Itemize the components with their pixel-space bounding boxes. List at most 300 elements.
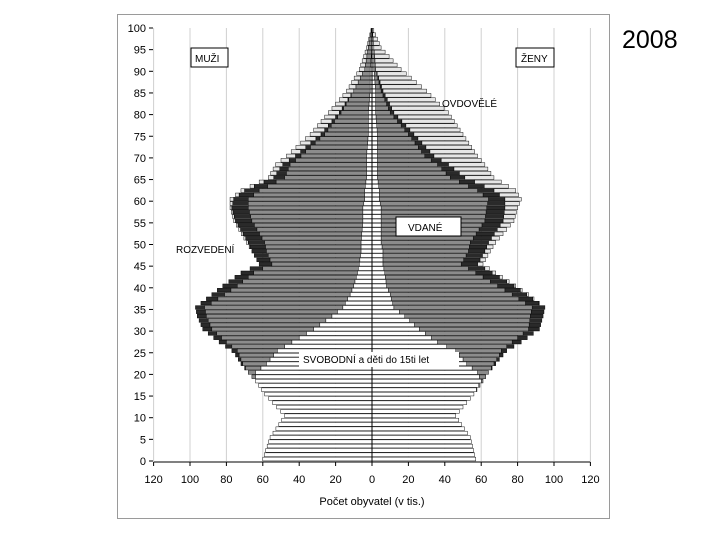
female-single-bar-age-82 [372, 102, 376, 106]
y-tick-label-5: 5 [139, 434, 146, 447]
male-married-bar-age-33 [206, 314, 332, 318]
female-single-bar-age-2 [372, 449, 474, 453]
female-widowed-bar-age-92 [375, 59, 393, 63]
male-divorced-bar-age-75 [321, 132, 325, 136]
male-single-bar-age-76 [368, 128, 372, 132]
male-divorced-bar-age-74 [316, 137, 320, 141]
female-widowed-bar-age-77 [406, 124, 457, 128]
male-single-bar-age-17 [259, 384, 372, 388]
male-married-bar-age-50 [265, 241, 361, 245]
female-single-bar-age-30 [372, 327, 419, 331]
male-married-bar-age-46 [270, 258, 360, 262]
male-married-bar-age-82 [346, 102, 369, 106]
female-single-bar-age-56 [372, 215, 381, 219]
female-married-bar-age-42 [385, 275, 483, 279]
male-single-bar-age-75 [368, 132, 372, 136]
female-single-bar-age-9 [372, 418, 459, 422]
male-widowed-bar-age-54 [236, 223, 238, 227]
male-single-bar-age-19 [256, 375, 372, 379]
male-widowed-bar-age-75 [310, 132, 321, 136]
female-divorced-bar-age-34 [531, 310, 544, 314]
x-tick-label-1: 100 [180, 474, 200, 486]
female-single-bar-age-43 [372, 271, 385, 275]
female-widowed-bar-age-97 [373, 37, 377, 41]
male-single-bar-age-11 [281, 410, 372, 414]
female-married-bar-age-28 [431, 336, 517, 340]
male-single-bar-age-48 [361, 249, 372, 253]
female-widowed-bar-age-51 [491, 236, 499, 240]
female-divorced-bar-age-73 [415, 141, 422, 145]
female-divorced-bar-age-58 [487, 206, 505, 210]
male-married-bar-age-41 [243, 280, 355, 284]
male-married-bar-age-59 [248, 202, 364, 206]
male-single-bar-age-37 [348, 297, 372, 301]
female-widowed-bar-age-82 [389, 102, 439, 106]
female-married-bar-age-88 [375, 76, 378, 80]
male-married-bar-age-27 [226, 340, 292, 344]
male-single-bar-age-35 [343, 306, 372, 310]
male-married-bar-age-86 [356, 85, 370, 89]
y-tick-label-55: 55 [133, 217, 146, 230]
female-divorced-bar-age-26 [507, 345, 514, 349]
female-married-bar-age-85 [376, 89, 381, 93]
male-single-bar-age-47 [360, 254, 372, 258]
female-married-bar-age-70 [377, 154, 424, 158]
male-widowed-bar-age-85 [347, 89, 354, 93]
male-married-bar-age-93 [367, 54, 371, 58]
female-widowed-bar-age-41 [507, 280, 509, 284]
y-tick-label-50: 50 [133, 239, 146, 252]
male-divorced-bar-age-55 [236, 219, 252, 223]
female-married-bar-age-89 [374, 72, 377, 76]
male-widowed-bar-age-64 [259, 180, 264, 184]
female-single-bar-age-16 [372, 388, 476, 392]
female-single-bar-age-14 [372, 397, 470, 401]
male-divorced-bar-age-29 [208, 332, 216, 336]
male-married-bar-age-75 [325, 132, 369, 136]
divorced-label: ROZVEDENÍ [176, 245, 235, 256]
male-single-bar-age-44 [358, 267, 372, 271]
male-widowed-bar-age-83 [339, 98, 348, 102]
female-married-bar-age-41 [386, 280, 490, 284]
male-married-bar-age-62 [259, 189, 365, 193]
male-married-bar-age-20 [248, 371, 255, 375]
married-label: VDANÉ [408, 223, 443, 234]
y-tick-label-65: 65 [133, 174, 146, 187]
male-divorced-bar-age-34 [196, 310, 205, 314]
female-single-bar-age-69 [372, 158, 377, 162]
male-married-bar-age-85 [354, 89, 370, 93]
female-divorced-bar-age-79 [394, 115, 398, 119]
male-married-bar-age-70 [301, 154, 367, 158]
female-divorced-bar-age-39 [505, 288, 520, 292]
bars-group [195, 29, 544, 461]
male-single-bar-age-38 [350, 293, 372, 297]
x-axis-title: Počet obyvatel (v tis.) [319, 496, 425, 508]
male-widowed-bar-age-78 [321, 119, 332, 123]
male-divorced-bar-age-80 [339, 111, 341, 115]
female-single-bar-age-4 [372, 440, 471, 444]
male-married-bar-age-65 [285, 176, 367, 180]
male-divorced-bar-age-43 [241, 271, 254, 275]
female-single-bar-age-71 [372, 150, 377, 154]
female-single-bar-age-50 [372, 241, 381, 245]
female-married-bar-age-86 [375, 85, 380, 89]
female-married-bar-age-49 [382, 245, 469, 249]
male-widowed-bar-age-50 [246, 241, 248, 245]
female-widowed-bar-age-55 [503, 219, 514, 223]
male-divorced-bar-age-66 [277, 171, 287, 175]
female-divorced-bar-age-77 [401, 124, 406, 128]
female-single-bar-age-79 [372, 115, 376, 119]
male-single-bar-age-67 [367, 167, 372, 171]
male-single-bar-age-6 [273, 431, 372, 435]
female-widowed-bar-age-64 [475, 180, 502, 184]
male-divorced-bar-age-77 [328, 124, 331, 128]
male-single-bar-age-57 [363, 210, 372, 214]
female-divorced-bar-age-63 [468, 184, 484, 188]
male-divorced-bar-age-40 [223, 284, 238, 288]
female-single-bar-age-48 [372, 249, 383, 253]
male-divorced-bar-age-36 [201, 301, 211, 305]
male-married-bar-age-77 [331, 124, 368, 128]
female-married-bar-age-65 [377, 176, 450, 180]
male-divorced-bar-age-54 [238, 223, 254, 227]
female-married-bar-age-87 [375, 80, 379, 84]
male-married-bar-age-31 [210, 323, 320, 327]
female-single-bar-age-68 [372, 163, 377, 167]
female-widowed-bar-age-83 [387, 98, 435, 102]
male-single-bar-age-18 [256, 379, 372, 383]
male-married-bar-age-48 [266, 249, 361, 253]
female-divorced-bar-age-44 [468, 267, 484, 271]
female-married-bar-age-34 [399, 310, 531, 314]
female-single-bar-age-67 [372, 167, 377, 171]
male-married-bar-age-74 [320, 137, 368, 141]
male-widowed-bar-age-92 [362, 59, 366, 63]
male-single-bar-age-41 [355, 280, 372, 284]
male-widowed-bar-age-91 [361, 63, 366, 67]
y-tick-label-15: 15 [133, 391, 146, 404]
female-widowed-bar-age-62 [494, 189, 516, 193]
female-single-bar-age-39 [372, 288, 388, 292]
female-married-bar-age-71 [377, 150, 421, 154]
female-widowed-bar-age-84 [385, 93, 431, 97]
female-divorced-bar-age-29 [523, 332, 533, 336]
female-married-bar-age-32 [410, 319, 530, 323]
male-divorced-bar-age-67 [280, 167, 288, 171]
female-single-bar-age-61 [372, 193, 379, 197]
female-divorced-bar-age-28 [518, 336, 528, 340]
female-married-bar-age-76 [377, 128, 405, 132]
male-divorced-bar-age-53 [241, 228, 257, 232]
female-married-bar-age-37 [391, 297, 518, 301]
female-married-bar-age-44 [384, 267, 469, 271]
male-married-bar-age-89 [363, 72, 371, 76]
male-married-bar-age-76 [328, 128, 368, 132]
y-tick-label-30: 30 [133, 326, 146, 339]
male-divorced-bar-age-49 [250, 245, 265, 249]
female-widowed-bar-age-58 [505, 206, 518, 210]
female-married-bar-age-50 [381, 241, 470, 245]
female-widowed-bar-age-79 [398, 115, 452, 119]
female-divorced-bar-age-52 [476, 232, 494, 236]
male-married-bar-age-68 [290, 163, 366, 167]
female-single-bar-age-84 [372, 93, 376, 97]
male-married-bar-age-91 [365, 63, 370, 67]
female-widowed-bar-age-46 [480, 258, 485, 262]
female-divorced-bar-age-84 [383, 93, 385, 97]
male-widowed-bar-age-53 [239, 228, 241, 232]
x-tick-label-0: 120 [144, 474, 163, 486]
female-married-bar-age-57 [381, 210, 486, 214]
female-divorced-bar-age-82 [387, 102, 390, 106]
female-single-bar-age-7 [372, 427, 464, 431]
female-divorced-bar-age-53 [479, 228, 497, 232]
male-widowed-bar-age-61 [236, 193, 240, 197]
male-divorced-bar-age-22 [241, 362, 243, 366]
female-single-bar-age-38 [372, 293, 390, 297]
female-married-bar-age-80 [376, 111, 391, 115]
male-widowed-bar-age-76 [314, 128, 325, 132]
male-married-bar-age-72 [310, 145, 367, 149]
female-widowed-bar-age-89 [377, 72, 406, 76]
male-married-bar-age-35 [205, 306, 343, 310]
female-divorced-bar-age-49 [469, 245, 486, 249]
female-widowed-bar-age-53 [497, 228, 506, 232]
male-married-bar-age-38 [225, 293, 351, 297]
female-married-bar-age-19 [479, 375, 485, 379]
male-married-bar-age-73 [315, 141, 367, 145]
female-married-bar-age-77 [377, 124, 401, 128]
female-divorced-bar-age-31 [529, 323, 541, 327]
male-widowed-bar-age-66 [271, 171, 277, 175]
female-widowed-bar-age-98 [373, 33, 376, 37]
male-label: MUŽI [195, 54, 220, 65]
male-divorced-bar-age-44 [250, 267, 263, 271]
male-single-bar-age-20 [256, 371, 372, 375]
female-widowed-bar-age-40 [514, 284, 516, 288]
female-divorced-bar-age-76 [405, 128, 410, 132]
male-married-bar-age-23 [241, 358, 270, 362]
female-married-bar-age-20 [478, 371, 489, 375]
female-single-bar-age-85 [372, 89, 376, 93]
female-divorced-bar-age-30 [529, 327, 540, 331]
male-widowed-bar-age-84 [343, 93, 351, 97]
male-widowed-bar-age-67 [273, 167, 280, 171]
male-divorced-bar-age-78 [332, 119, 335, 123]
female-widowed-bar-age-43 [492, 271, 496, 275]
male-married-bar-age-58 [248, 206, 363, 210]
female-single-bar-age-3 [372, 444, 472, 448]
female-single-bar-age-66 [372, 171, 377, 175]
female-single-bar-age-57 [372, 210, 381, 214]
male-single-bar-age-15 [265, 392, 372, 396]
male-divorced-bar-age-42 [235, 275, 248, 279]
female-divorced-bar-age-66 [446, 171, 459, 175]
female-divorced-bar-age-42 [483, 275, 499, 279]
female-single-bar-age-51 [372, 236, 381, 240]
female-married-bar-age-72 [377, 145, 418, 149]
male-single-bar-age-64 [366, 180, 372, 184]
male-single-bar-age-7 [276, 427, 372, 431]
male-single-bar-age-73 [368, 141, 372, 145]
male-single-bar-age-36 [345, 301, 372, 305]
female-widowed-bar-age-74 [418, 137, 466, 141]
male-divorced-bar-age-41 [229, 280, 243, 284]
male-single-bar-age-5 [270, 436, 372, 440]
male-married-bar-age-92 [366, 59, 371, 63]
male-divorced-bar-age-65 [274, 176, 285, 180]
male-single-bar-age-30 [314, 327, 372, 331]
y-tick-label-95: 95 [133, 44, 146, 57]
female-married-bar-age-79 [376, 115, 394, 119]
male-single-bar-age-2 [266, 449, 372, 453]
male-single-bar-age-39 [352, 288, 372, 292]
male-widowed-bar-age-93 [364, 54, 367, 58]
female-divorced-bar-age-50 [470, 241, 488, 245]
female-married-bar-age-48 [383, 249, 469, 253]
female-divorced-bar-age-72 [418, 145, 426, 149]
female-single-bar-age-31 [372, 323, 414, 327]
male-single-bar-age-32 [326, 319, 372, 323]
male-single-bar-age-79 [368, 115, 372, 119]
female-married-bar-age-75 [377, 132, 408, 136]
female-single-bar-age-36 [372, 301, 393, 305]
female-widowed-bar-age-94 [374, 50, 385, 54]
female-single-bar-age-62 [372, 189, 379, 193]
male-single-bar-age-43 [357, 271, 372, 275]
female-single-bar-age-13 [372, 401, 467, 405]
male-widowed-bar-age-58 [230, 206, 232, 210]
female-widowed-bar-age-93 [375, 54, 390, 58]
female-single-bar-age-76 [372, 128, 377, 132]
male-divorced-bar-age-26 [225, 345, 231, 349]
y-tick-label-70: 70 [133, 152, 146, 165]
female-divorced-bar-age-36 [525, 301, 538, 305]
male-single-bar-age-9 [282, 418, 372, 422]
male-widowed-bar-age-87 [352, 80, 359, 84]
male-single-bar-age-77 [368, 124, 372, 128]
y-tick-label-85: 85 [133, 87, 146, 100]
y-tick-label-90: 90 [133, 66, 146, 79]
female-divorced-bar-age-35 [532, 306, 545, 310]
female-married-bar-age-27 [438, 340, 513, 344]
male-widowed-bar-age-68 [276, 163, 283, 167]
female-divorced-bar-age-59 [488, 202, 505, 206]
female-divorced-bar-age-60 [488, 197, 504, 201]
female-single-bar-age-64 [372, 180, 378, 184]
male-divorced-bar-age-72 [306, 145, 311, 149]
male-divorced-bar-age-52 [243, 232, 259, 236]
male-single-bar-age-4 [269, 440, 372, 444]
female-divorced-bar-age-37 [519, 297, 533, 301]
male-married-bar-age-28 [222, 336, 300, 340]
female-married-bar-age-58 [381, 206, 487, 210]
female-single-bar-age-28 [372, 336, 431, 340]
female-married-bar-age-67 [377, 167, 441, 171]
female-widowed-bar-age-81 [392, 106, 444, 110]
female-married-bar-age-39 [388, 288, 504, 292]
male-divorced-bar-age-79 [336, 115, 338, 119]
female-divorced-bar-age-83 [385, 98, 388, 102]
male-single-bar-age-54 [363, 223, 372, 227]
female-single-bar-age-60 [372, 197, 379, 201]
male-single-bar-age-16 [262, 388, 372, 392]
male-widowed-bar-age-77 [317, 124, 328, 128]
male-divorced-bar-age-70 [296, 154, 301, 158]
male-married-bar-age-57 [249, 210, 362, 214]
male-married-bar-age-32 [208, 319, 326, 323]
male-widowed-bar-age-65 [268, 176, 273, 180]
male-single-bar-age-62 [365, 189, 372, 193]
male-married-bar-age-61 [254, 193, 365, 197]
male-single-bar-age-14 [269, 397, 372, 401]
x-tick-label-5: 20 [329, 474, 342, 486]
female-single-bar-age-49 [372, 245, 382, 249]
male-single-bar-age-55 [363, 219, 372, 223]
male-single-bar-age-8 [279, 423, 372, 427]
male-single-bar-age-28 [299, 336, 372, 340]
y-tick-label-0: 0 [139, 456, 146, 468]
female-divorced-bar-age-85 [381, 89, 383, 93]
female-divorced-bar-age-41 [490, 280, 506, 284]
female-single-bar-age-33 [372, 314, 405, 318]
male-widowed-bar-age-55 [234, 219, 236, 223]
female-label: ŽENY [521, 54, 548, 65]
female-divorced-bar-age-67 [442, 167, 454, 171]
male-single-bar-age-53 [362, 228, 372, 232]
female-single-bar-age-15 [372, 392, 474, 396]
female-single-bar-age-37 [372, 297, 391, 301]
male-widowed-bar-age-79 [325, 115, 336, 119]
female-married-bar-age-60 [379, 197, 488, 201]
male-widowed-bar-age-80 [328, 111, 339, 115]
male-married-bar-age-60 [248, 197, 364, 201]
female-widowed-bar-age-76 [410, 128, 460, 132]
male-single-bar-age-13 [273, 401, 372, 405]
female-single-bar-age-70 [372, 154, 377, 158]
female-single-bar-age-78 [372, 119, 376, 123]
female-single-bar-age-0 [372, 457, 476, 461]
male-married-bar-age-64 [276, 180, 366, 184]
female-widowed-bar-age-78 [402, 119, 454, 123]
female-widowed-bar-age-60 [505, 197, 521, 201]
female-single-bar-age-17 [372, 384, 479, 388]
female-married-bar-age-31 [414, 323, 529, 327]
female-divorced-bar-age-56 [485, 215, 503, 219]
female-divorced-bar-age-81 [388, 106, 391, 110]
female-single-bar-age-54 [372, 223, 381, 227]
male-married-bar-age-26 [232, 345, 285, 349]
female-widowed-bar-age-63 [484, 184, 508, 188]
male-married-bar-age-29 [217, 332, 307, 336]
female-divorced-bar-age-45 [461, 262, 477, 266]
female-married-bar-age-45 [383, 262, 461, 266]
male-married-bar-age-45 [272, 262, 359, 266]
male-divorced-bar-age-24 [236, 353, 240, 357]
female-divorced-bar-age-47 [466, 254, 482, 258]
x-tick-label-2: 80 [220, 474, 233, 486]
male-divorced-bar-age-32 [199, 319, 208, 323]
female-widowed-bar-age-80 [394, 111, 449, 115]
male-widowed-bar-age-90 [359, 67, 364, 71]
female-widowed-bar-age-39 [520, 288, 522, 292]
female-widowed-bar-age-42 [499, 275, 502, 279]
x-tick-label-3: 60 [256, 474, 269, 486]
female-married-bar-age-78 [376, 119, 397, 123]
female-single-bar-age-58 [372, 206, 381, 210]
